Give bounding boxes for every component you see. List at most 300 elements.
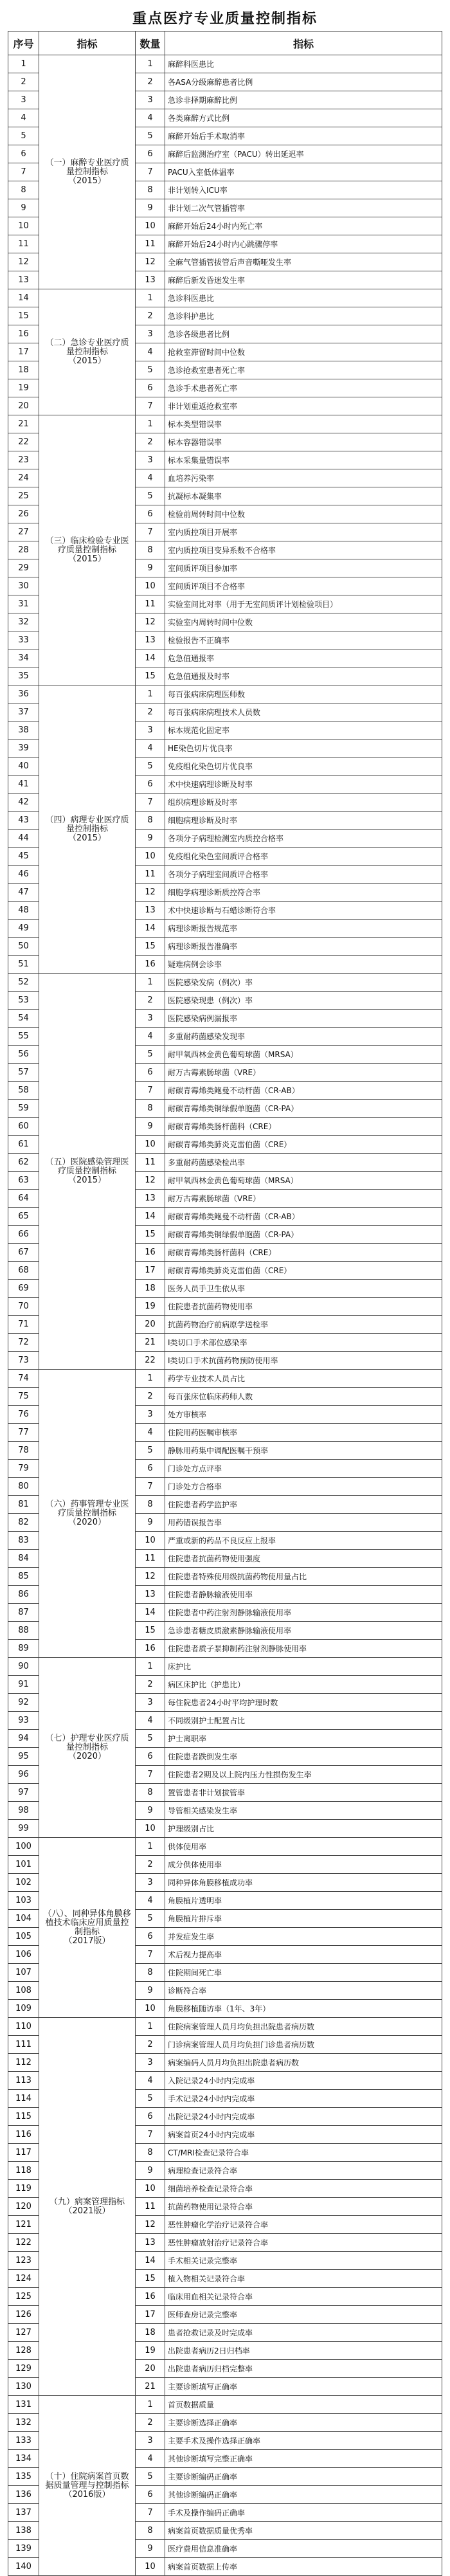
row-index: 42: [8, 794, 39, 812]
row-index: 17: [8, 343, 39, 361]
row-index: 59: [8, 1100, 39, 1118]
indicator-name: 耐甲氧西林金黄色葡萄球菌（MRSA）: [165, 1046, 442, 1064]
row-index: 132: [8, 2414, 39, 2432]
indicator-name: 医院感染发病（例次）率: [165, 974, 442, 992]
row-index: 74: [8, 1370, 39, 1388]
indicator-name: 病理诊断报告规范率: [165, 920, 442, 938]
indicator-name: 入院记录24小时内完成率: [165, 2072, 442, 2090]
row-index: 21: [8, 415, 39, 433]
indicator-name: 疑难病例会诊率: [165, 956, 442, 974]
indicator-name: 多重耐药菌感染发现率: [165, 1028, 442, 1046]
indicator-name: 住院期间死亡率: [165, 1964, 442, 1982]
row-index: 70: [8, 1298, 39, 1316]
row-count: 1: [136, 55, 165, 73]
row-count: 6: [136, 2486, 165, 2504]
row-index: 119: [8, 2180, 39, 2198]
indicator-name: 急诊患者糖皮质激素静脉输液使用率: [165, 1622, 442, 1640]
row-count: 16: [136, 1640, 165, 1658]
row-count: 11: [136, 866, 165, 884]
row-index: 120: [8, 2198, 39, 2216]
indicator-name: 耐万古霉素肠球菌（VRE）: [165, 1064, 442, 1082]
row-count: 15: [136, 1226, 165, 1244]
row-index: 12: [8, 253, 39, 271]
indicator-name: 护士离职率: [165, 1730, 442, 1748]
row-index: 46: [8, 866, 39, 884]
row-count: 11: [136, 2198, 165, 2216]
indicator-name: 住院患者静脉输液使用率: [165, 1586, 442, 1604]
row-index: 139: [8, 2540, 39, 2558]
row-index: 22: [8, 433, 39, 451]
row-index: 41: [8, 776, 39, 794]
indicator-name: 急诊非择期麻醉比例: [165, 91, 442, 109]
table-row: [8, 974, 442, 992]
indicator-name: 急诊科护患比: [165, 307, 442, 325]
row-index: 68: [8, 1262, 39, 1280]
indicator-name: 标本类型错误率: [165, 415, 442, 433]
header-indicator: 指标: [165, 32, 442, 55]
row-index: 115: [8, 2108, 39, 2126]
row-index: 128: [8, 2342, 39, 2360]
indicator-name: 手术记录24小时内完成率: [165, 2090, 442, 2108]
row-index: 131: [8, 2396, 39, 2414]
row-index: 29: [8, 559, 39, 577]
row-index: 16: [8, 325, 39, 343]
row-index: 99: [8, 1820, 39, 1838]
indicator-name: 非计划转入ICU率: [165, 181, 442, 199]
row-count: 8: [136, 1964, 165, 1982]
indicator-name: 各项分子病理检测室内质控合格率: [165, 830, 442, 848]
table-row: [8, 2018, 442, 2036]
indicator-name: 住院用药医嘱审核率: [165, 1424, 442, 1442]
row-count: 8: [136, 1784, 165, 1802]
row-index: 66: [8, 1226, 39, 1244]
indicator-name: 医师查房记录完整率: [165, 2306, 442, 2324]
row-index: 106: [8, 1946, 39, 1964]
row-index: 69: [8, 1280, 39, 1298]
header-index: 序号: [8, 32, 39, 55]
indicator-name: 急诊抢救室患者死亡率: [165, 361, 442, 379]
row-count: 9: [136, 1514, 165, 1532]
row-index: 109: [8, 2000, 39, 2018]
indicator-name: 住院患者抗菌药物使用强度: [165, 1550, 442, 1568]
row-count: 18: [136, 1280, 165, 1298]
row-count: 9: [136, 1982, 165, 2000]
row-count: 7: [136, 1082, 165, 1100]
row-count: 1: [136, 2018, 165, 2036]
indicator-table: [8, 31, 442, 2576]
row-count: 16: [136, 1244, 165, 1262]
row-count: 15: [136, 667, 165, 685]
row-count: 9: [136, 559, 165, 577]
indicator-name: 每住院患者24小时平均护理时数: [165, 1694, 442, 1712]
row-index: 2: [8, 73, 39, 91]
indicator-name: 医院感染病例漏报率: [165, 1010, 442, 1028]
row-index: 105: [8, 1928, 39, 1946]
row-index: 72: [8, 1334, 39, 1352]
row-index: 7: [8, 163, 39, 181]
indicator-name: 患者抢救记录及时完成率: [165, 2324, 442, 2342]
indicator-name: 用药错误报告率: [165, 1514, 442, 1532]
indicator-name: 耐碳青霉烯类鲍曼不动杆菌（CR-AB）: [165, 1208, 442, 1226]
row-count: 12: [136, 1568, 165, 1586]
row-index: 114: [8, 2090, 39, 2108]
row-count: 8: [136, 541, 165, 559]
row-count: 5: [136, 361, 165, 379]
row-index: 107: [8, 1964, 39, 1982]
row-index: 95: [8, 1748, 39, 1766]
row-count: 5: [136, 487, 165, 505]
row-count: 17: [136, 1262, 165, 1280]
indicator-name: 同种异体角膜移植成功率: [165, 1874, 442, 1892]
indicator-name: 耐碳青霉烯类肠杆菌科（CRE）: [165, 1244, 442, 1262]
indicator-name: 静脉用药集中调配医嘱干预率: [165, 1442, 442, 1460]
row-count: 1: [136, 685, 165, 703]
indicator-name: 室间质评项目参加率: [165, 559, 442, 577]
row-index: 77: [8, 1424, 39, 1442]
row-index: 19: [8, 379, 39, 397]
indicator-name: 门诊处方合格率: [165, 1478, 442, 1496]
row-count: 6: [136, 1748, 165, 1766]
row-count: 8: [136, 181, 165, 199]
row-index: 64: [8, 1190, 39, 1208]
row-count: 3: [136, 2054, 165, 2072]
indicator-name: 耐甲氧西林金黄色葡萄球菌（MRSA）: [165, 1172, 442, 1190]
category-label: （二）急诊专业医疗质量控制指标 （2015）: [39, 289, 136, 415]
row-index: 129: [8, 2360, 39, 2378]
row-count: 5: [136, 127, 165, 145]
row-index: 63: [8, 1172, 39, 1190]
indicator-name: 术后视力提高率: [165, 1946, 442, 1964]
table-body: [8, 55, 442, 2576]
indicator-name: 各类麻醉方式比例: [165, 109, 442, 127]
row-index: 57: [8, 1064, 39, 1082]
indicator-name: 术中快速诊断与石蜡诊断符合率: [165, 902, 442, 920]
indicator-name: 组织病理诊断及时率: [165, 794, 442, 812]
row-count: 16: [136, 956, 165, 974]
indicator-name: 急诊手术患者死亡率: [165, 379, 442, 397]
indicator-name: 每百张病床病理技术人员数: [165, 703, 442, 721]
row-count: 2: [136, 1856, 165, 1874]
indicator-name: 危急值通报及时率: [165, 667, 442, 685]
row-count: 7: [136, 163, 165, 181]
row-index: 110: [8, 2018, 39, 2036]
row-index: 52: [8, 974, 39, 992]
row-count: 8: [136, 812, 165, 830]
row-index: 62: [8, 1154, 39, 1172]
row-count: 19: [136, 2342, 165, 2360]
row-index: 91: [8, 1676, 39, 1694]
row-index: 51: [8, 956, 39, 974]
row-count: 11: [136, 1154, 165, 1172]
row-count: 2: [136, 307, 165, 325]
row-index: 56: [8, 1046, 39, 1064]
indicator-name: 实验室间比对率（用于无室间质评计划检验项目）: [165, 595, 442, 613]
row-index: 80: [8, 1478, 39, 1496]
row-count: 4: [136, 469, 165, 487]
row-count: 4: [136, 2072, 165, 2090]
indicator-name: 首页数据质量: [165, 2396, 442, 2414]
indicator-name: 护理级别占比: [165, 1820, 442, 1838]
row-index: 127: [8, 2324, 39, 2342]
table-row: [8, 1370, 442, 1388]
row-count: 3: [136, 1694, 165, 1712]
indicator-name: 室内质控项目变异系数不合格率: [165, 541, 442, 559]
row-index: 117: [8, 2144, 39, 2162]
row-index: 103: [8, 1892, 39, 1910]
category-label: （三）临床检验专业医疗质量控制指标 （2015）: [39, 415, 136, 685]
row-count: 18: [136, 2324, 165, 2342]
indicator-name: 出院患者病历归档完整率: [165, 2360, 442, 2378]
row-count: 13: [136, 631, 165, 649]
row-count: 10: [136, 1532, 165, 1550]
row-count: 5: [136, 2090, 165, 2108]
indicator-name: 住院患者特殊使用级抗菌药物使用量占比: [165, 1568, 442, 1586]
row-index: 116: [8, 2126, 39, 2144]
row-index: 38: [8, 721, 39, 739]
row-index: 104: [8, 1910, 39, 1928]
indicator-name: 室内质控项目开展率: [165, 523, 442, 541]
row-index: 43: [8, 812, 39, 830]
indicator-name: 危急值通报率: [165, 649, 442, 667]
row-count: 4: [136, 1712, 165, 1730]
indicator-name: 每百张病床病理医师数: [165, 685, 442, 703]
indicator-name: 医院感染现患（例次）率: [165, 992, 442, 1010]
table-header: [8, 32, 442, 55]
row-index: 93: [8, 1712, 39, 1730]
row-count: 10: [136, 217, 165, 235]
indicator-name: 麻醉开始后24小时内心跳骤停率: [165, 235, 442, 253]
row-count: 12: [136, 1172, 165, 1190]
indicator-name: 标本容器错误率: [165, 433, 442, 451]
row-count: 6: [136, 2108, 165, 2126]
indicator-name: 恶性肿瘤放射治疗记录符合率: [165, 2234, 442, 2252]
row-index: 118: [8, 2162, 39, 2180]
row-count: 1: [136, 415, 165, 433]
row-index: 84: [8, 1550, 39, 1568]
indicator-name: 置管患者非计划拔管率: [165, 1784, 442, 1802]
row-index: 44: [8, 830, 39, 848]
row-count: 22: [136, 1352, 165, 1370]
row-index: 20: [8, 397, 39, 415]
row-index: 45: [8, 848, 39, 866]
row-index: 3: [8, 91, 39, 109]
row-index: 135: [8, 2468, 39, 2486]
row-count: 21: [136, 1334, 165, 1352]
indicator-name: HE染色切片优良率: [165, 739, 442, 757]
category-label: （八）、同种异体角膜移植技术临床应用质量控制指标 （2017版）: [39, 1838, 136, 2018]
indicator-name: 病案编码人员月均负担出院患者病历数: [165, 2054, 442, 2072]
indicator-name: 药学专业技术人员占比: [165, 1370, 442, 1388]
row-count: 7: [136, 1766, 165, 1784]
row-count: 21: [136, 2378, 165, 2396]
indicator-name: 住院患者2期及以上院内压力性损伤发生率: [165, 1766, 442, 1784]
indicator-name: 实验室内周转时间中位数: [165, 613, 442, 631]
indicator-name: 住院患者跌倒发生率: [165, 1748, 442, 1766]
indicator-name: 耐碳青霉烯类肺炎克雷伯菌（CRE）: [165, 1136, 442, 1154]
row-index: 78: [8, 1442, 39, 1460]
indicator-name: 床护比: [165, 1658, 442, 1676]
row-count: 2: [136, 73, 165, 91]
row-count: 13: [136, 1586, 165, 1604]
indicator-name: 严重或新的药品不良反应上报率: [165, 1532, 442, 1550]
row-index: 102: [8, 1874, 39, 1892]
table-row: [8, 1838, 442, 1856]
indicator-name: 病理检查记录符合率: [165, 2162, 442, 2180]
row-index: 82: [8, 1514, 39, 1532]
row-count: 10: [136, 2000, 165, 2018]
row-index: 126: [8, 2306, 39, 2324]
indicator-name: 住院患者抗菌药物使用率: [165, 1298, 442, 1316]
row-index: 35: [8, 667, 39, 685]
indicator-name: 检验报告不正确率: [165, 631, 442, 649]
row-count: 3: [136, 91, 165, 109]
row-count: 12: [136, 2216, 165, 2234]
indicator-name: 急诊各级患者比例: [165, 325, 442, 343]
indicator-name: 恶性肿瘤化学治疗记录符合率: [165, 2216, 442, 2234]
row-count: 3: [136, 2432, 165, 2450]
indicator-name: 各项分子病理室间质评合格率: [165, 866, 442, 884]
row-index: 14: [8, 289, 39, 307]
row-index: 30: [8, 577, 39, 595]
row-count: 14: [136, 1604, 165, 1622]
row-count: 1: [136, 2396, 165, 2414]
row-index: 125: [8, 2288, 39, 2306]
table-row: [8, 1658, 442, 1676]
indicator-name: 耐碳青霉烯类肠杆菌科（CRE）: [165, 1118, 442, 1136]
row-count: 5: [136, 1910, 165, 1928]
row-count: 9: [136, 830, 165, 848]
row-count: 2: [136, 433, 165, 451]
indicator-name: 其他诊断填写完整正确率: [165, 2450, 442, 2468]
row-index: 5: [8, 127, 39, 145]
table-row: [8, 2396, 442, 2414]
row-count: 8: [136, 1100, 165, 1118]
row-count: 3: [136, 721, 165, 739]
row-count: 11: [136, 1550, 165, 1568]
row-count: 12: [136, 884, 165, 902]
row-index: 100: [8, 1838, 39, 1856]
row-count: 2: [136, 703, 165, 721]
category-label: （十）住院病案首页数据质量管理与控制指标 （2016版）: [39, 2396, 136, 2576]
row-count: 13: [136, 1190, 165, 1208]
row-index: 94: [8, 1730, 39, 1748]
row-index: 53: [8, 992, 39, 1010]
indicator-name: 主要手术及操作选择正确率: [165, 2432, 442, 2450]
row-count: 7: [136, 397, 165, 415]
row-count: 7: [136, 1478, 165, 1496]
row-index: 32: [8, 613, 39, 631]
indicator-name: 成分供体使用率: [165, 1856, 442, 1874]
row-count: 4: [136, 2450, 165, 2468]
row-count: 15: [136, 2270, 165, 2288]
indicator-name: 细胞学病理诊断质控符合率: [165, 884, 442, 902]
category-label: （一）麻醉专业医疗质量控制指标 （2015）: [39, 55, 136, 289]
indicator-name: 病案首页数据上传率: [165, 2558, 442, 2576]
indicator-name: 住院病案管理人员月均负担出院患者病历数: [165, 2018, 442, 2036]
table-row: [8, 55, 442, 73]
row-count: 14: [136, 1208, 165, 1226]
row-index: 48: [8, 902, 39, 920]
row-count: 5: [136, 757, 165, 776]
row-index: 28: [8, 541, 39, 559]
row-count: 9: [136, 1802, 165, 1820]
row-count: 3: [136, 325, 165, 343]
row-count: 4: [136, 109, 165, 127]
row-index: 8: [8, 181, 39, 199]
row-count: 7: [136, 2126, 165, 2144]
indicator-name: 急诊科医患比: [165, 289, 442, 307]
row-count: 10: [136, 577, 165, 595]
indicator-name: 麻醉开始后24小时内死亡率: [165, 217, 442, 235]
row-index: 27: [8, 523, 39, 541]
indicator-name: 耐碳青霉烯类肺炎克雷伯菌（CRE）: [165, 1262, 442, 1280]
row-index: 37: [8, 703, 39, 721]
row-count: 5: [136, 1046, 165, 1064]
indicator-name: 角膜移植随访率（1年、3年）: [165, 2000, 442, 2018]
row-index: 10: [8, 217, 39, 235]
row-count: 10: [136, 1820, 165, 1838]
row-count: 3: [136, 1874, 165, 1892]
row-index: 71: [8, 1316, 39, 1334]
row-count: 2: [136, 2414, 165, 2432]
row-count: 4: [136, 1892, 165, 1910]
row-count: 6: [136, 1928, 165, 1946]
indicator-name: 耐碳青霉烯类铜绿假单胞菌（CR-PA）: [165, 1226, 442, 1244]
indicator-name: 免疫组化染色室间质评合格率: [165, 848, 442, 866]
row-count: 9: [136, 2162, 165, 2180]
indicator-name: 出院患者病历2日归档率: [165, 2342, 442, 2360]
row-index: 96: [8, 1766, 39, 1784]
indicator-name: 处方审核率: [165, 1406, 442, 1424]
indicator-name: 植入物相关记录符合率: [165, 2270, 442, 2288]
row-count: 4: [136, 739, 165, 757]
header-count: 数量: [136, 32, 165, 55]
row-count: 3: [136, 1010, 165, 1028]
indicator-name: 并发症发生率: [165, 1928, 442, 1946]
indicator-name: 住院患者药学监护率: [165, 1496, 442, 1514]
row-index: 108: [8, 1982, 39, 2000]
indicator-name: 标本采集量错误率: [165, 451, 442, 469]
row-count: 14: [136, 920, 165, 938]
row-index: 11: [8, 235, 39, 253]
table-row: [8, 685, 442, 703]
row-count: 4: [136, 343, 165, 361]
indicator-name: 多重耐药菌感染检出率: [165, 1154, 442, 1172]
header-category: 指标: [39, 32, 136, 55]
row-index: 130: [8, 2378, 39, 2396]
row-index: 6: [8, 145, 39, 163]
row-count: 20: [136, 2360, 165, 2378]
row-count: 10: [136, 848, 165, 866]
row-index: 81: [8, 1496, 39, 1514]
row-count: 5: [136, 2468, 165, 2486]
indicator-name: 免疫组化染色切片优良率: [165, 757, 442, 776]
row-count: 2: [136, 2036, 165, 2054]
indicator-name: 血培养污染率: [165, 469, 442, 487]
row-index: 92: [8, 1694, 39, 1712]
row-index: 101: [8, 1856, 39, 1874]
row-index: 34: [8, 649, 39, 667]
indicator-name: 抗菌药物使用记录符合率: [165, 2198, 442, 2216]
row-index: 75: [8, 1388, 39, 1406]
row-count: 9: [136, 2540, 165, 2558]
row-count: 10: [136, 1136, 165, 1154]
indicator-name: 角膜植片排斥率: [165, 1910, 442, 1928]
row-index: 86: [8, 1586, 39, 1604]
row-count: 5: [136, 1442, 165, 1460]
indicator-name: 病案首页数据质量优秀率: [165, 2522, 442, 2540]
table-row: [8, 415, 442, 433]
